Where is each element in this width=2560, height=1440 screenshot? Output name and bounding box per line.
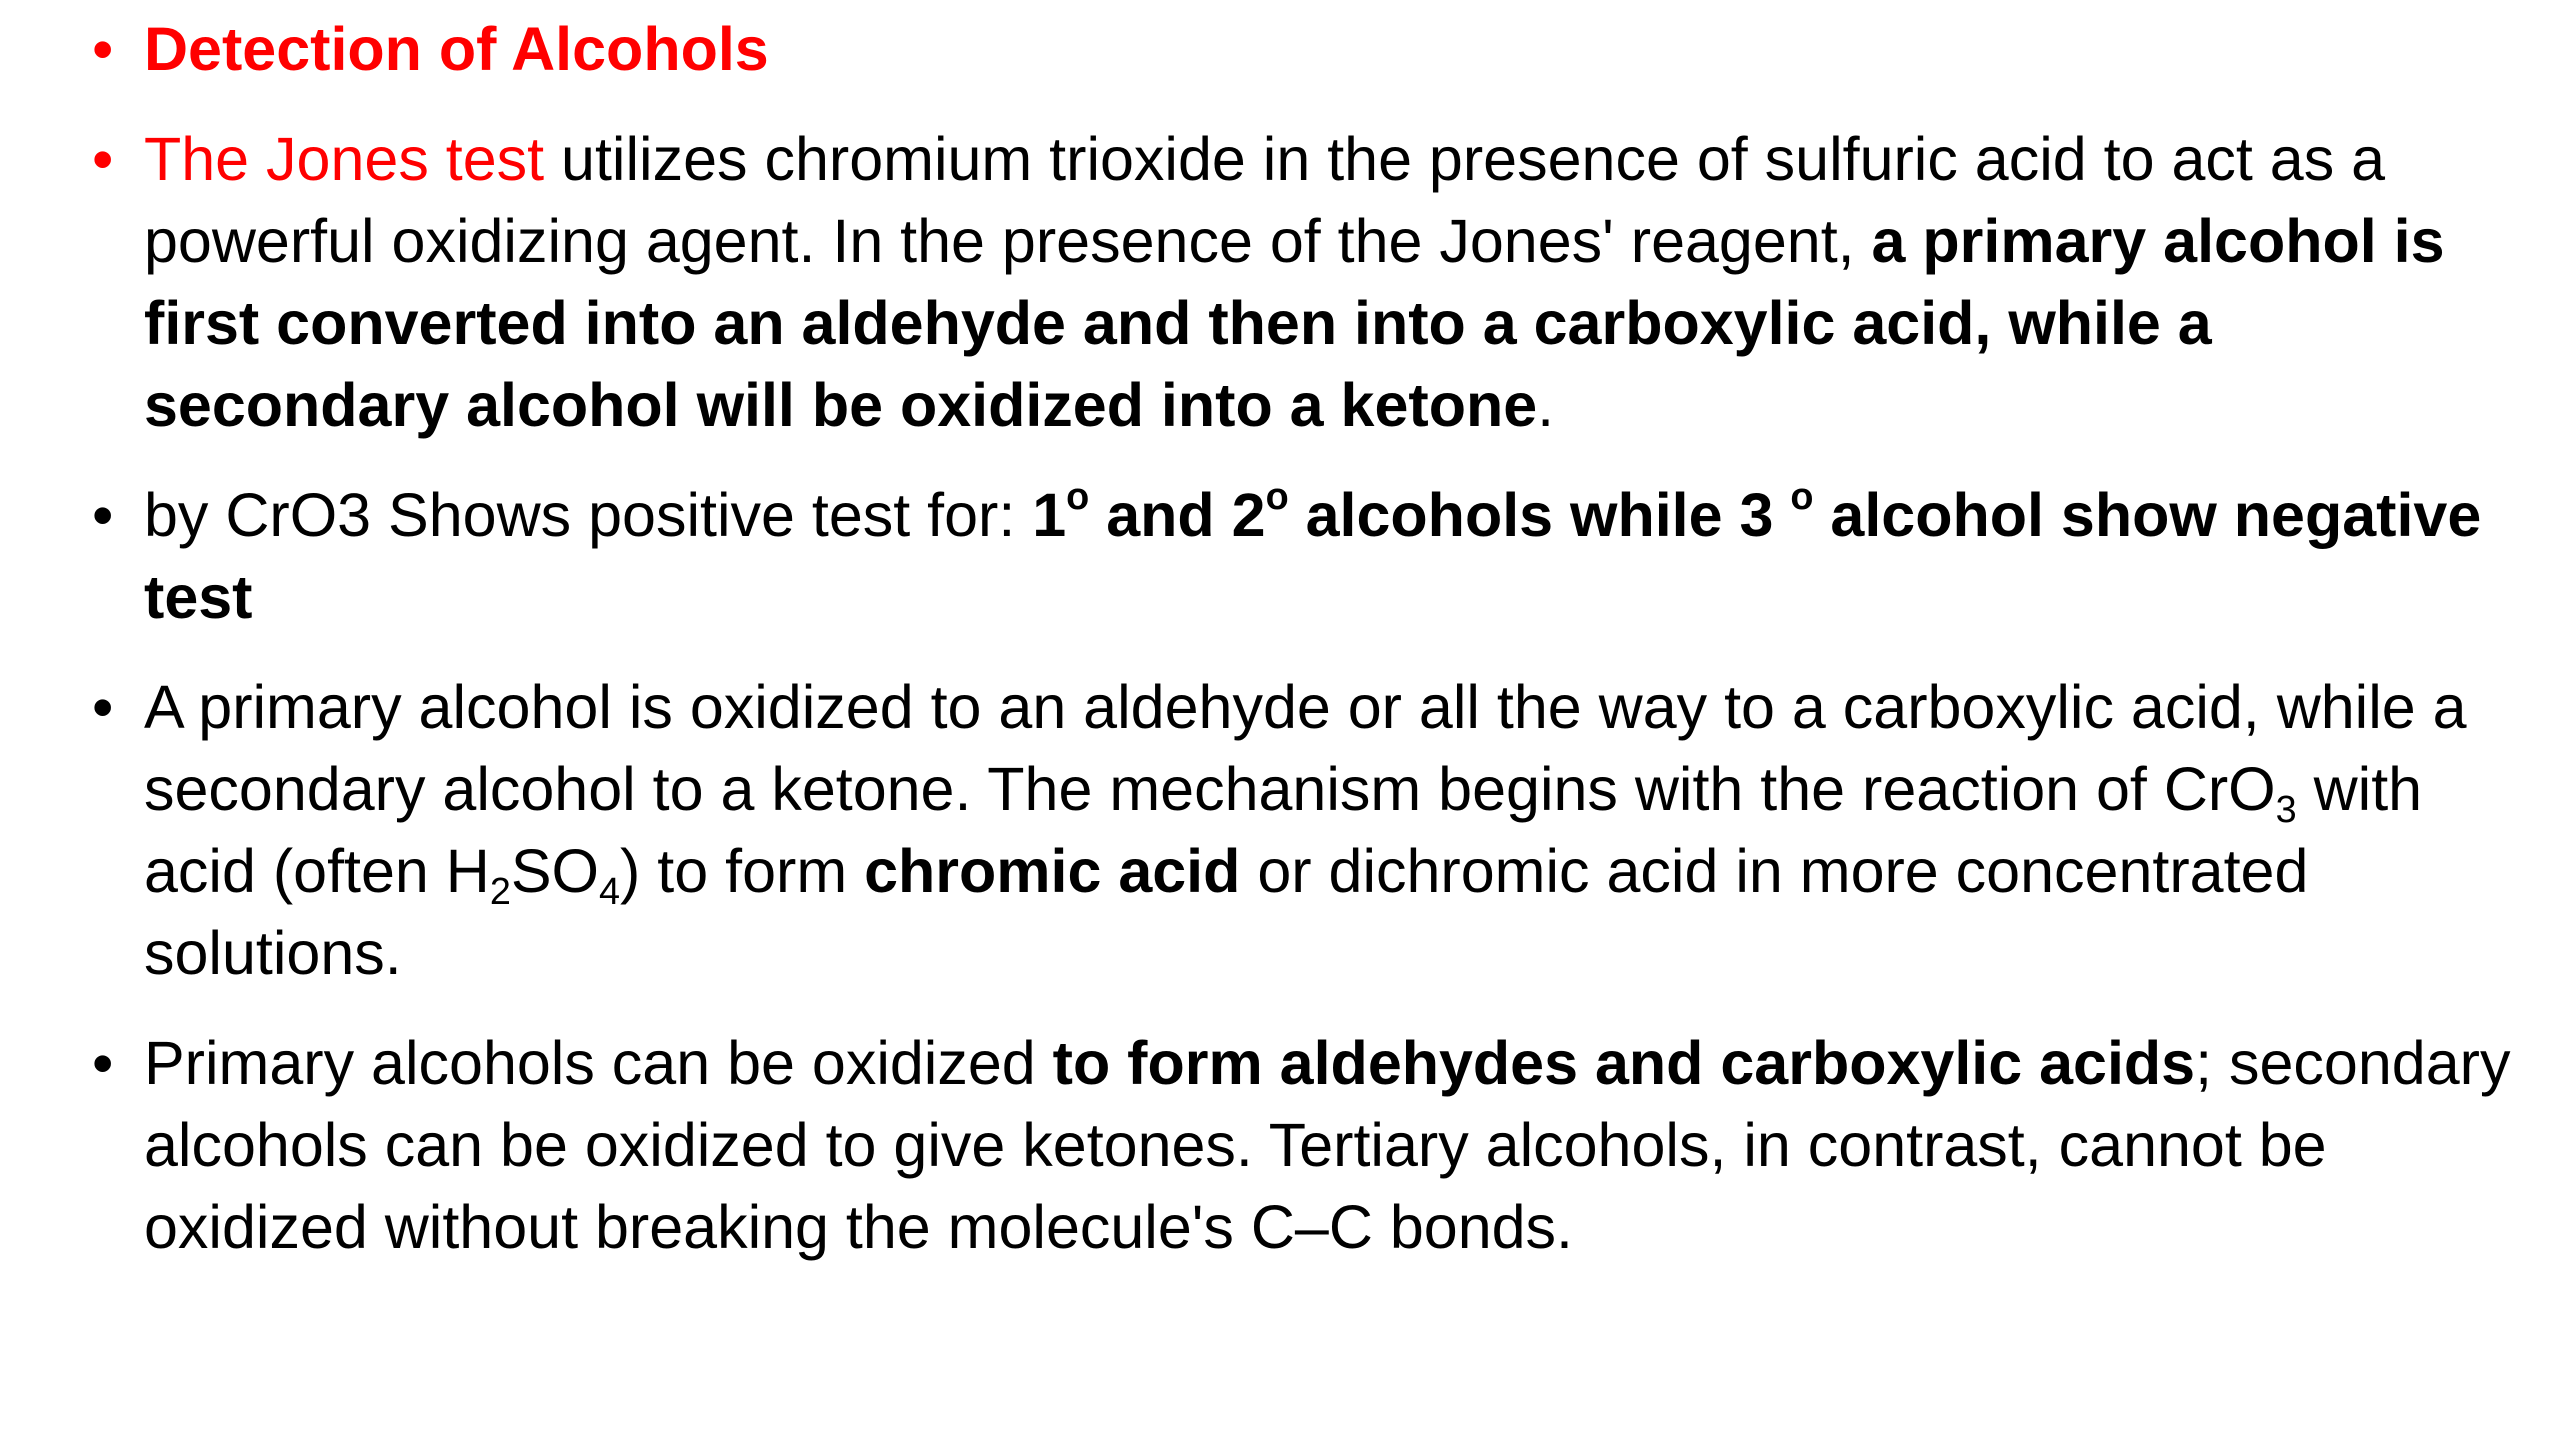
jones-test-end: . [1537, 371, 1555, 439]
cro3-bold-d: alcohol show negative test [144, 481, 2482, 631]
summary-bold: to form aldehydes and carboxylic acids [1052, 1029, 2196, 1097]
subscript: 3 [2275, 789, 2297, 832]
degree-sup: o [1066, 475, 1090, 518]
summary-text-2: ; secondary alcohols can be oxidized to give ketones. Tertiary alcohols, in contrast, cannot be oxidized without breaking the molecule's C–C bonds. [144, 1029, 2511, 1261]
jones-test-lead: The Jones test [144, 125, 545, 193]
bullet-item-oxidation-summary [90, 1022, 2530, 1268]
slide-title: Detection of Alcohols [144, 15, 769, 83]
bullet-dot: • [92, 1029, 114, 1097]
bullet-dot: • [92, 125, 114, 193]
bullet-item-title [90, 8, 2530, 90]
chromic-acid-bold: chromic acid [864, 837, 1241, 905]
summary-text-1: Primary alcohols can be oxidized [144, 1029, 1053, 1097]
degree-sup: o [1790, 475, 1814, 518]
bullet-dot: • [92, 673, 114, 741]
cro3-bold-b: and 2 [1089, 481, 1266, 549]
cro3-bold-c: alcohols while 3 [1288, 481, 1791, 549]
mechanism-text-1: A primary alcohol is oxidized to an aldehyde or all the way to a carboxylic acid, while a secondary alcohol to a ketone. The mechanism begins with the reaction of CrO [144, 673, 2467, 823]
degree-sup: o [1265, 475, 1289, 518]
cro3-bold-a: 1 [1032, 481, 1067, 549]
jones-test-text: utilizes chromium trioxide in the presence of sulfuric acid to act as a powerful oxidizing agent. In the presence of the Jones' reagent, [144, 125, 2386, 275]
mechanism-text-3: SO [510, 837, 600, 905]
subscript: 4 [599, 871, 621, 914]
mechanism-text-4: ) to form [620, 837, 865, 905]
mechanism-text-5: or dichromic acid in more concentrated solutions. [144, 837, 2309, 987]
bullet-dot: • [92, 481, 114, 549]
jones-test-bold: a primary alcohol is first converted into an aldehyde and then into a carboxylic acid, while a secondary alcohol will be oxidized into a ketone [144, 207, 2445, 439]
bullet-item-jones-test [90, 118, 2530, 446]
subscript: 2 [489, 871, 511, 914]
bullet-item-cro3-test [90, 474, 2530, 638]
bullet-dot: • [92, 15, 114, 83]
bullet-item-mechanism [90, 666, 2530, 994]
bullet-list [90, 8, 2530, 1296]
mechanism-text-2: with acid (often H [144, 755, 2423, 905]
cro3-text: by CrO3 Shows positive test for: [144, 481, 1033, 549]
